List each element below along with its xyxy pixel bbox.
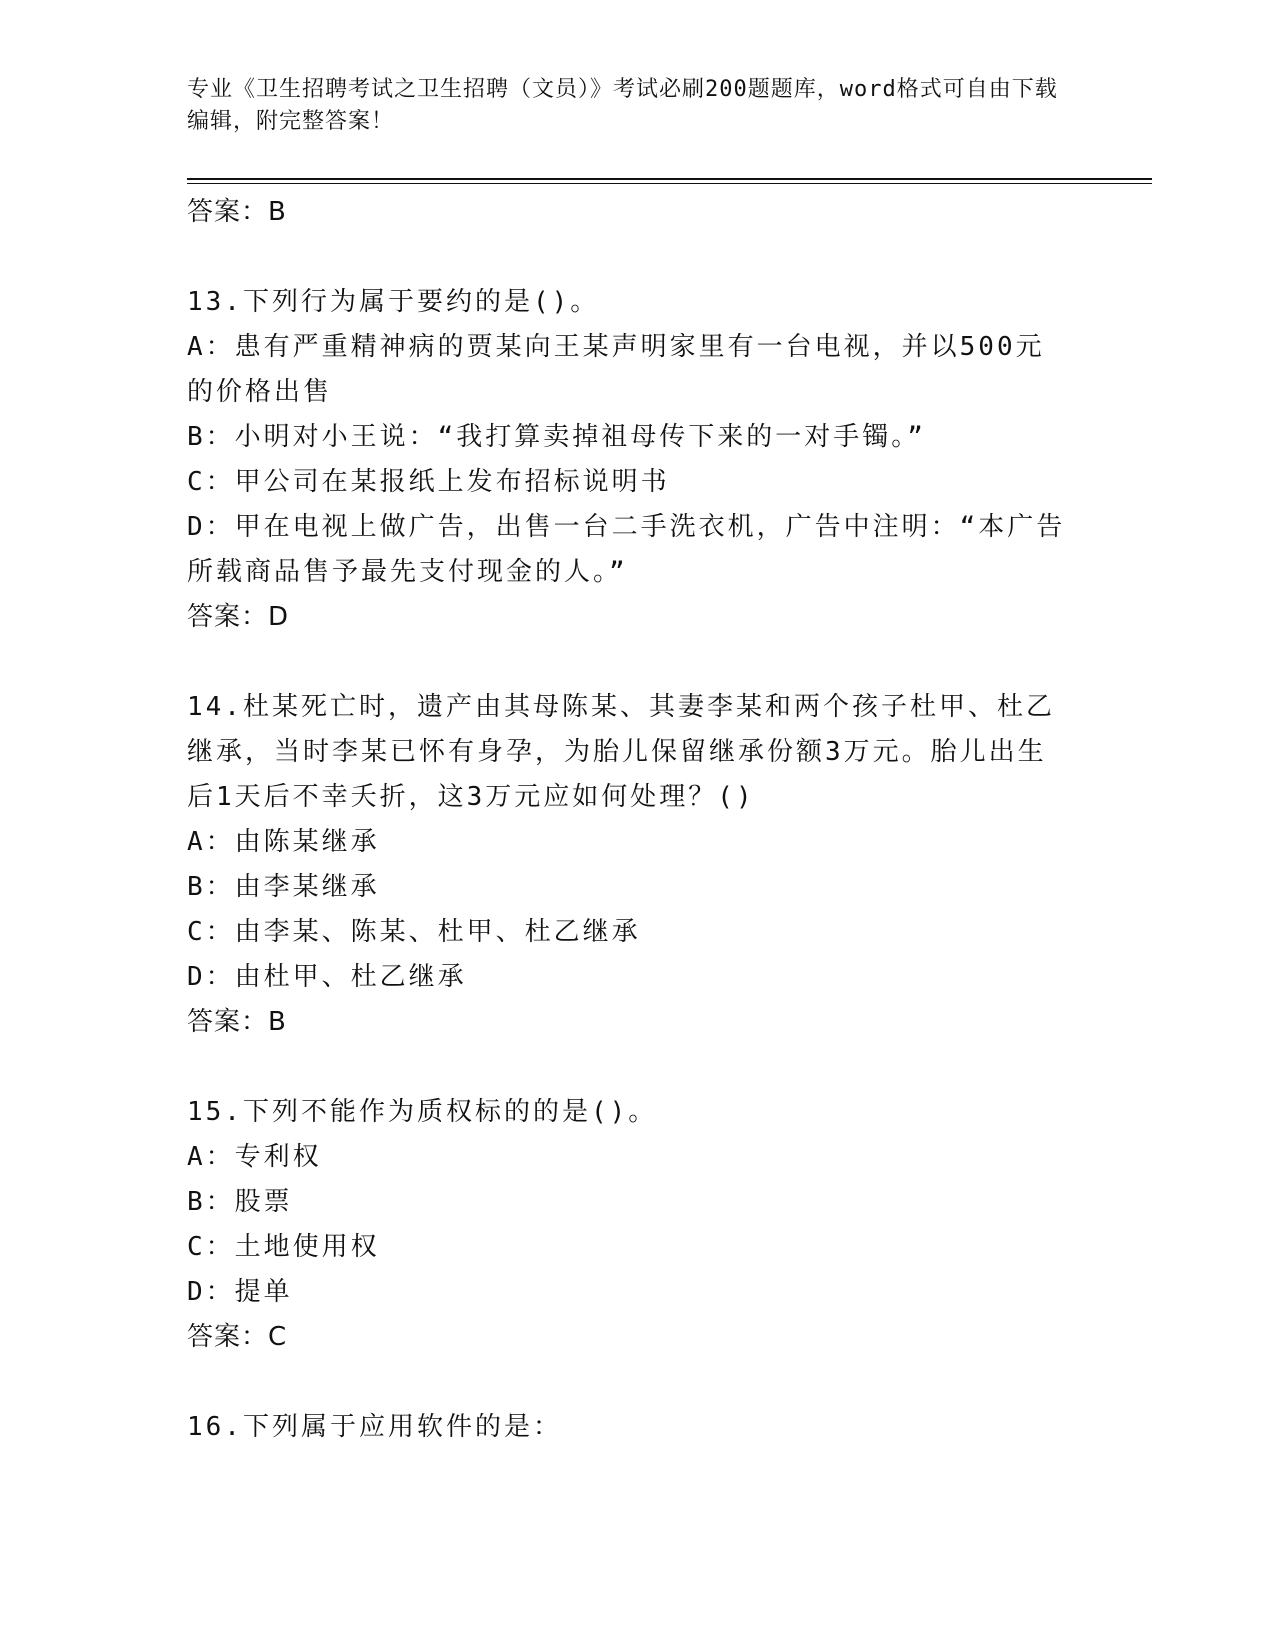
question-16 (187, 1405, 1067, 1450)
spacer (187, 1045, 1067, 1090)
page-header: 专业《卫生招聘考试之卫生招聘（文员）》考试必刷200题题库，word格式可自由下载编辑，附完整答案！ (187, 77, 1058, 134)
question-list (187, 190, 1067, 1450)
option-b: B：小明对小王说：“我打算卖掉祖母传下来的一对手镯。” (187, 422, 926, 452)
question-stem: 14.杜某死亡时，遗产由其母陈某、其妻李某和两个孩子杜甲、杜乙继承，当时李某已怀有身孕，为胎儿保留继承份额3万元。胎儿出生后1天后不幸夭折，这3万元应如何处理？() (187, 692, 1055, 812)
spacer (187, 640, 1067, 685)
answer-line: 答案：B (187, 1007, 287, 1037)
option-b: B：股票 (187, 1187, 293, 1217)
option-a: A：由陈某继承 (187, 827, 380, 857)
spacer (187, 1360, 1067, 1405)
answer-line: 答案：D (187, 602, 290, 632)
option-a: A：患有严重精神病的贾某向王某声明家里有一台电视，并以500元的价格出售 (187, 332, 1045, 407)
question-stem: 13.下列行为属于要约的是()。 (187, 287, 600, 317)
option-c: C：甲公司在某报纸上发布招标说明书 (187, 467, 670, 497)
question-14 (187, 685, 1067, 1045)
answer-line: 答案：C (187, 1322, 288, 1352)
question-stem: 15.下列不能作为质权标的的是()。 (187, 1097, 658, 1127)
header-divider-thin (187, 183, 1152, 184)
spacer (187, 235, 1067, 280)
question-stem: 16.下列属于应用软件的是： (187, 1412, 562, 1442)
option-d: D：提单 (187, 1277, 293, 1307)
option-b: B：由李某继承 (187, 872, 380, 902)
option-c: C：土地使用权 (187, 1232, 380, 1262)
option-d: D：甲在电视上做广告，出售一台二手洗衣机，广告中注明：“本广告所载商品售予最先支付现金的人。” (187, 512, 1066, 587)
question-15 (187, 1090, 1067, 1360)
option-a: A：专利权 (187, 1142, 322, 1172)
question-13 (187, 280, 1067, 640)
option-c: C：由李某、陈某、杜甲、杜乙继承 (187, 917, 641, 947)
header-divider-thick (187, 178, 1152, 180)
option-d: D：由杜甲、杜乙继承 (187, 962, 467, 992)
answer-line: 答案：B (187, 197, 287, 227)
